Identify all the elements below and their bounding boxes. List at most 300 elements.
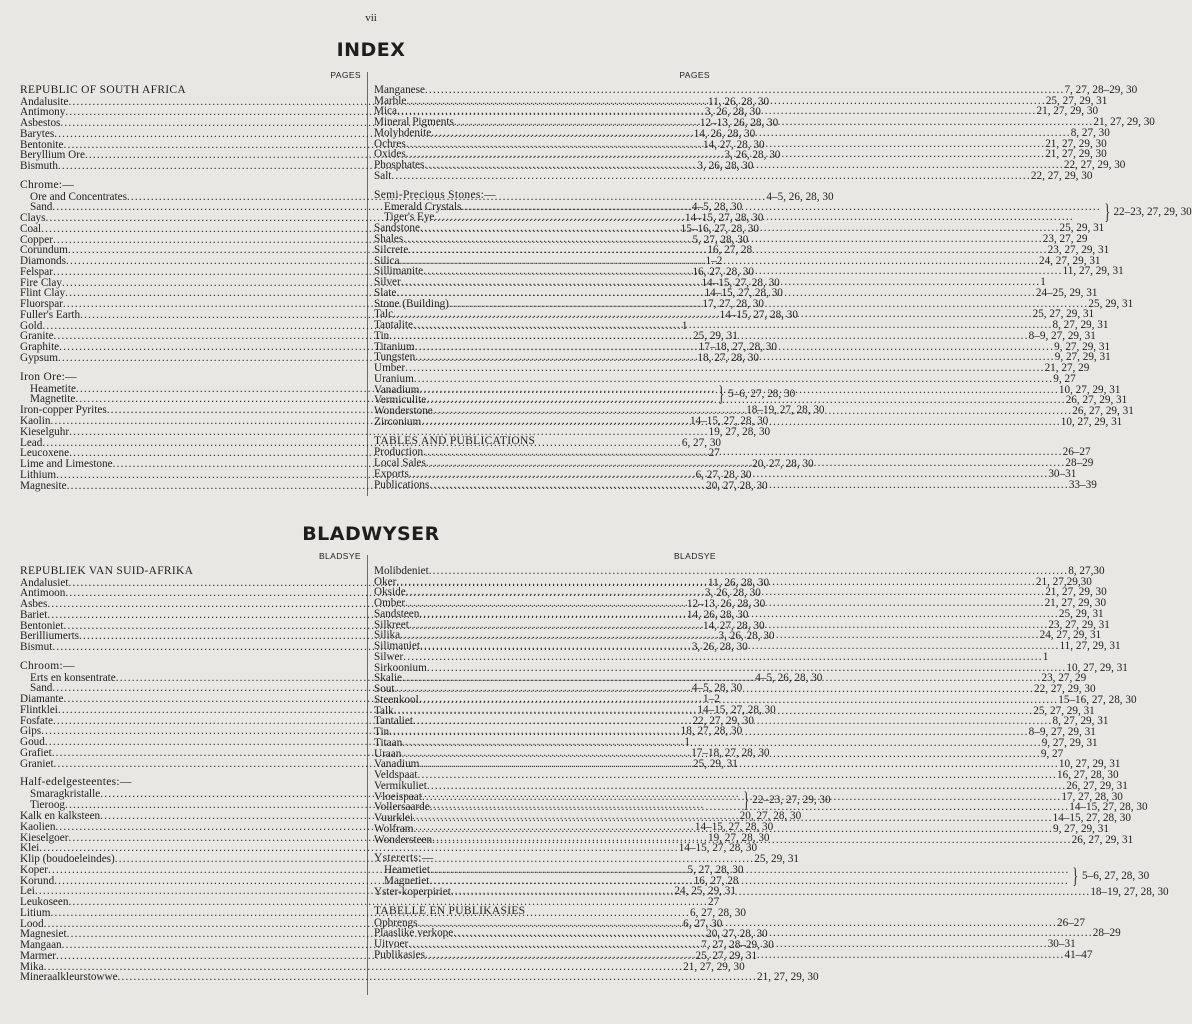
entry-name: Antimoon	[20, 587, 66, 600]
entry-pages: 5, 27, 28, 30	[687, 863, 744, 876]
entry-pages: 26, 27, 29, 31	[1065, 394, 1128, 407]
entry-pages: 8–9, 27, 29, 31	[1028, 329, 1096, 342]
entry-name: Andalusiet	[20, 576, 69, 589]
dot-leader	[409, 469, 1049, 480]
entry-name: Zirconium	[374, 415, 422, 428]
entry-pages: 16, 27, 28	[707, 244, 753, 257]
index-entry	[374, 779, 1128, 792]
dot-leader	[403, 652, 1043, 663]
entry-pages: 14–15, 27, 28, 30	[697, 703, 776, 716]
dot-leader	[425, 85, 1065, 96]
entry-name: Vanadium	[374, 383, 420, 396]
entry-pages: 26, 27, 29, 31	[1066, 779, 1128, 792]
entry-name: Omber	[374, 597, 406, 609]
entry-pages: 20, 27, 28, 30	[706, 479, 768, 492]
brace-icon: }	[718, 381, 725, 407]
entry-name: Uranium	[374, 372, 414, 385]
entry-pages: 6, 27, 30	[681, 436, 722, 449]
entry-name: Leucoxene	[20, 447, 70, 460]
entry-name: Kieselguhr	[20, 425, 70, 438]
entry-pages: 14–15, 27, 28, 30	[678, 842, 758, 855]
entry-name: Talc	[374, 308, 394, 321]
index-right-pages-label: PAGES	[679, 70, 710, 80]
entry-pages: 18, 27, 28, 30	[680, 725, 743, 738]
entry-pages: 19, 27, 28, 30	[707, 831, 770, 844]
entry-name: Goud	[20, 736, 45, 748]
entry-name: Bismuth	[20, 160, 58, 172]
dot-leader	[429, 566, 1069, 577]
entry-name: Silika	[374, 629, 401, 642]
entry-name: Lei	[20, 885, 35, 898]
entry-pages: 6, 27, 28, 30	[695, 468, 752, 481]
group-heading: Ystererts:—	[374, 852, 434, 865]
entry-name: Fosfate	[20, 714, 53, 727]
entry-name: Vollersaarde	[374, 801, 430, 814]
entry-pages: 30–31	[1048, 467, 1077, 480]
dot-leader	[429, 480, 1069, 491]
entry-pages: 14, 26, 28, 30	[693, 127, 756, 140]
entry-pages: 12–13, 26, 28, 30	[699, 117, 779, 129]
entry-name: Sand	[30, 201, 53, 214]
dot-leader	[425, 950, 1065, 961]
entry-pages: 26–27	[1057, 916, 1085, 929]
entry-pages: 25, 29, 31	[693, 330, 738, 343]
entry-pages: 21, 27, 29, 30	[1036, 105, 1099, 118]
entry-name: Felspar	[20, 265, 53, 278]
entry-pages: 22–23, 27, 29, 30	[1113, 205, 1192, 218]
entry-name: Molibdeniet	[374, 564, 429, 577]
index-left-pages-label: PAGES	[330, 70, 361, 80]
entry-name: Kaolin	[20, 415, 51, 427]
entry-pages: 8, 27,30	[1068, 564, 1105, 577]
entry-pages: 25, 27, 29, 31	[1045, 94, 1108, 107]
entry-pages: 3, 26, 28, 30	[691, 641, 748, 653]
entry-name: Wondersteen	[374, 833, 433, 846]
entry-name: Sandstone	[374, 222, 420, 235]
entry-name: Magnesite	[20, 479, 67, 492]
entry-name: Okside	[374, 586, 406, 599]
entry-pages: 26, 27, 29, 31	[1072, 405, 1134, 417]
entry-pages: 1–2	[703, 693, 720, 705]
entry-name: Marble	[374, 94, 407, 107]
entry-name: Berilliumerts	[20, 630, 80, 643]
entry-name: Vermikuliet	[374, 779, 427, 792]
entry-pages: 20, 27, 28, 30	[706, 928, 768, 941]
entry-pages: 11, 26, 28, 30	[707, 95, 770, 108]
group-heading: Semi-Precious Stones:—	[374, 188, 496, 201]
entry-name: Magnetiet	[384, 875, 430, 887]
entry-name: Opbrengs	[374, 916, 418, 929]
entry-pages: 25, 27, 29, 31	[1033, 704, 1095, 717]
entry-pages: 14–15, 27, 28, 30	[701, 276, 780, 289]
entry-name: Local Sales	[374, 457, 426, 469]
entry-pages: 21, 27, 29, 30	[1044, 597, 1107, 609]
entry-pages: 21, 27, 29	[1044, 362, 1090, 374]
entry-pages: 14–15, 27, 28, 30	[694, 820, 774, 833]
entry-name: Bismut	[20, 641, 53, 653]
index-entry	[374, 83, 1138, 96]
entry-pages: 8, 27, 29, 31	[1052, 715, 1109, 728]
entry-pages: 25, 27, 29, 31	[1032, 308, 1095, 321]
bracketed-names	[374, 202, 1101, 224]
entry-name: Barytes	[20, 127, 55, 140]
entry-name: Silkreet	[374, 618, 409, 631]
entry-pages: 18–19, 27, 28, 30	[746, 404, 825, 417]
dot-leader	[118, 972, 758, 983]
dot-leader	[432, 831, 1072, 846]
entry-name: Stone (Building)	[374, 297, 449, 310]
entry-pages: 4–5, 28, 30	[691, 201, 743, 214]
entry-name: Shales	[374, 233, 404, 245]
entry-pages: 17–18, 27, 28, 30	[698, 341, 777, 353]
group-heading: Iron Ore:—	[20, 370, 77, 383]
dot-leader	[414, 374, 1054, 385]
entry-pages: 24, 27, 29, 31	[1039, 629, 1102, 642]
entry-pages: 20, 27, 28, 30	[752, 458, 814, 470]
entry-pages: 19, 27, 28, 30	[708, 425, 771, 438]
entry-name: Titaan	[374, 736, 403, 749]
entry-name: Clays	[20, 212, 46, 224]
entry-name: Fuller's Earth	[20, 308, 81, 321]
dot-leader	[391, 171, 1031, 182]
entry-name: Veldspaat	[374, 769, 418, 781]
entry-name: Litium	[20, 906, 51, 919]
entry-name: Leukoseen	[20, 896, 69, 908]
index-entry	[20, 425, 771, 438]
entry-pages: 28–29	[1092, 927, 1121, 940]
entry-pages: 28–29	[1065, 457, 1094, 469]
entry-pages: 6, 27, 30	[683, 917, 723, 930]
index-entry	[20, 971, 819, 984]
dot-leader	[396, 288, 1036, 299]
entry-pages: 18, 27, 28, 30	[697, 351, 759, 364]
entry-name: Phosphates	[374, 159, 425, 171]
entry-name: Silimaniet	[374, 640, 420, 652]
dot-leader	[408, 245, 1048, 256]
index-entry	[374, 372, 1076, 385]
entry-name: Vuurklei	[374, 812, 414, 824]
entry-name: Koper	[20, 863, 48, 876]
entry-pages: 9, 27, 29, 31	[1052, 822, 1109, 835]
entry-pages: 5–6, 27, 28, 30	[728, 387, 796, 400]
entry-name: Mineral Pigments	[374, 116, 454, 128]
entry-pages: 25, 29, 31	[754, 853, 800, 865]
entry-pages: 17–18, 27, 28, 30	[691, 746, 770, 759]
entry-pages: 26–27	[1062, 446, 1091, 459]
entry-pages: 24–25, 29, 31	[1035, 286, 1098, 299]
entry-pages: 4–5, 28, 30	[691, 682, 743, 695]
entry-pages: 25, 27, 29, 31	[695, 949, 758, 962]
entry-name: Lood	[20, 917, 44, 930]
entry-name: Kalk en kalksteen	[20, 810, 101, 822]
entry-name: Heametite	[30, 382, 76, 395]
index-entry	[374, 564, 1105, 577]
dot-leader	[431, 128, 1071, 139]
index-entry	[374, 169, 1093, 182]
entry-name: Yster-koperpiriet	[374, 886, 451, 898]
index-title: INDEX	[336, 39, 406, 61]
entry-name: Mika	[20, 960, 44, 973]
entry-name: Tantalite	[374, 319, 413, 331]
entry-name: Antimony	[20, 106, 66, 119]
entry-pages: 9, 27, 29, 31	[1054, 351, 1111, 364]
entry-name: Gold	[20, 319, 43, 332]
entry-name: Tin	[374, 726, 390, 738]
entry-pages: 14–15, 27, 28, 30	[684, 212, 764, 224]
entry-name: Molybdenite	[374, 126, 432, 139]
entry-name: Flint Clay	[20, 287, 66, 300]
entry-name: Grafiet	[20, 746, 52, 759]
entry-name: Mineraalkleurstowwe	[20, 971, 118, 984]
entry-name: Exports	[374, 467, 409, 480]
entry-name: Steenkool	[374, 693, 419, 706]
group-heading: Chroom:—	[20, 659, 75, 672]
entry-pages: 3, 26, 28, 30	[718, 630, 775, 643]
entry-pages: 23, 27, 29	[1041, 672, 1087, 685]
bracketed-names	[374, 865, 1069, 887]
entry-name: Fluorspar	[20, 298, 63, 310]
entry-pages: 21, 27, 29, 30	[1093, 116, 1155, 128]
entry-name: Marmer	[20, 949, 57, 962]
entry-pages: 25, 29, 31	[1059, 222, 1105, 235]
dot-leader	[402, 738, 1042, 749]
entry-pages: 21, 27, 29, 30	[683, 960, 745, 973]
entry-pages: 14–15, 27, 28, 30	[1069, 801, 1148, 814]
entry-pages: 4–5, 26, 28, 30	[755, 671, 823, 684]
entry-pages: 14, 27, 28, 30	[703, 619, 765, 632]
entry-name: Flintklei	[20, 703, 58, 716]
section-heading: TABELLE EN PUBLIKASIES	[374, 904, 526, 917]
dot-leader	[389, 331, 1029, 342]
entry-name: Fire Clay	[20, 276, 62, 289]
entry-pages: 11, 27, 29, 31	[1059, 640, 1121, 652]
entry-pages: 21, 27, 29, 30	[1045, 586, 1107, 599]
entry-name: Silver	[374, 276, 401, 288]
entry-pages: 22, 27, 29, 30	[1030, 169, 1093, 182]
entry-name: Oxides	[374, 148, 406, 161]
entry-name: Uraan	[374, 747, 402, 760]
entry-name: Sandsteen	[374, 607, 420, 620]
entry-pages: 8–9, 27, 29, 31	[1028, 726, 1096, 738]
entry-pages: 7, 27, 28–29, 30	[701, 939, 774, 951]
entry-name: Graniet	[20, 757, 54, 770]
entry-name: Tungsten	[374, 351, 416, 364]
dot-leader	[421, 417, 1061, 428]
entry-name: Sand	[30, 682, 53, 695]
brace-icon: }	[1072, 863, 1079, 888]
brace-icon: }	[1104, 199, 1111, 225]
entry-name: Granite	[20, 330, 54, 343]
entry-pages: 30–31	[1047, 938, 1076, 950]
entry-name: Lithium	[20, 468, 57, 481]
entry-name: Korund	[20, 874, 55, 887]
entry-pages: 25, 29, 31	[1058, 607, 1104, 620]
entry-name: Vloeispaat	[374, 790, 422, 803]
entry-pages: 3, 26, 28, 30	[724, 149, 781, 162]
entry-name: Vanadium	[374, 758, 420, 771]
entry-pages: 14–15, 27, 28, 30	[1052, 812, 1131, 824]
entry-name: Lead	[20, 436, 43, 449]
entry-pages: 3, 26, 28, 30	[704, 587, 761, 600]
entry-name: Sillimanite	[374, 265, 424, 278]
entry-name: Silcrete	[374, 243, 409, 256]
entry-name: Kaolien	[20, 820, 56, 833]
entry-pages: 41–47	[1064, 948, 1093, 961]
group-heading: Chrome:—	[20, 178, 75, 191]
entry-pages: 1	[684, 736, 690, 748]
entry-name: Bentonite	[20, 138, 64, 151]
entry-pages: 18–19, 27, 28, 30	[1090, 886, 1169, 898]
entry-name: Graphite	[20, 341, 60, 353]
entry-name: Titanium	[374, 340, 415, 353]
entry-pages: 23, 27, 29, 31	[1047, 243, 1110, 256]
entry-pages: 25, 29, 31	[1088, 297, 1134, 310]
entry-pages: 14–15, 27, 28, 30	[689, 415, 769, 427]
page-number: vii	[365, 12, 377, 24]
entry-pages: 11, 27, 29, 31	[1062, 265, 1124, 278]
entry-name: Tiger's Eye	[384, 211, 435, 224]
entry-name: Mica	[374, 105, 397, 118]
entry-name: Silwer	[374, 650, 404, 663]
entry-name: Oker	[374, 575, 397, 588]
entry-pages: 24, 25, 29, 31	[674, 885, 736, 898]
entry-pages: 16, 27, 28, 30	[692, 265, 754, 278]
entry-pages: 14, 26, 28, 30	[686, 608, 749, 621]
entry-name: Vermiculite	[374, 394, 427, 407]
entry-name: Magnetite	[30, 393, 76, 406]
entry-name: Asbestos	[20, 117, 61, 129]
entry-pages: 21, 27,29,30	[1035, 575, 1092, 588]
entry-pages: 3, 26, 28, 30	[704, 106, 761, 119]
entry-name: Magnesiet	[20, 928, 67, 941]
entry-pages: 9, 27	[1053, 372, 1076, 385]
entry-pages: 8, 27, 30	[1070, 126, 1110, 139]
bladwyser-title: BLADWYSER	[302, 523, 440, 545]
dot-leader	[427, 781, 1067, 792]
entry-pages: 20, 27, 28, 30	[739, 810, 802, 822]
entry-pages: 8, 27, 29, 31	[1052, 319, 1109, 331]
entry-pages: 9, 27	[1040, 747, 1064, 760]
entry-pages: 23, 27, 29	[1042, 233, 1088, 245]
group-heading: Half-edelgesteentes:—	[20, 776, 132, 789]
entry-pages: 21, 27, 29, 30	[757, 971, 819, 984]
entry-pages: 1–2	[705, 255, 723, 267]
entry-pages: 7, 27, 28–29, 30	[1064, 83, 1138, 96]
entry-name: Skalie	[374, 672, 402, 685]
entry-pages: 15–16, 27, 28, 30	[680, 222, 759, 235]
entry-name: Sout	[374, 683, 395, 695]
entry-pages: 22, 27, 29, 30	[692, 714, 754, 727]
entry-name: Iron-copper Pyrites	[20, 404, 107, 417]
entry-pages: 23, 27, 29, 31	[1048, 618, 1110, 631]
entry-pages: 14–15, 27, 28, 30	[704, 287, 783, 300]
entry-name: Manganese	[374, 83, 425, 96]
entry-pages: 3, 26, 28, 30	[697, 160, 754, 172]
entry-name: Klei	[20, 842, 40, 855]
entry-name: Coal	[20, 222, 42, 235]
index-entry	[374, 886, 1169, 898]
entry-pages: 9, 27, 29, 31	[1054, 340, 1111, 353]
dot-leader	[419, 609, 1059, 620]
entry-name: Mangaan	[20, 939, 62, 951]
entry-pages: 11, 26, 28, 30	[707, 576, 770, 589]
index-entry	[374, 650, 1049, 663]
dot-leader	[413, 820, 1053, 835]
entry-name: Bentoniet	[20, 619, 64, 632]
entry-name: Erts en konsentrate	[30, 671, 116, 684]
entry-pages: 17, 27, 28, 30	[702, 298, 764, 310]
entry-pages: 1	[681, 319, 688, 332]
entry-pages: 10, 27, 29, 31	[1058, 383, 1121, 396]
entry-pages: 22–23, 27, 29, 30	[752, 793, 831, 806]
entry-name: Lime and Limestone	[20, 458, 113, 470]
entry-name: Plaaslike verkope	[374, 927, 454, 940]
entry-name: Gips	[20, 725, 42, 738]
entry-name: Corundum	[20, 244, 68, 257]
entry-pages: 33–39	[1068, 478, 1097, 491]
bladwyser-left-pages-label: BLADSYE	[318, 551, 361, 561]
entry-pages: 10, 27, 29, 31	[1066, 661, 1128, 674]
entry-pages: 17, 27, 28, 30	[1061, 790, 1123, 803]
entry-name: Sirkoonium	[374, 661, 427, 674]
dot-leader	[419, 695, 1059, 706]
entry-pages: 14–15, 27, 28, 30	[719, 308, 798, 321]
entry-pages: 15–16, 27, 28, 30	[1058, 693, 1137, 706]
index-entry	[374, 736, 1098, 749]
index-entry	[374, 693, 1137, 706]
entry-pages: 12–13, 26, 28, 30	[686, 598, 766, 610]
entry-name: Tantaliet	[374, 715, 413, 728]
entry-name: Beryllium Ore	[20, 149, 85, 162]
entry-name: Kieselgoer	[20, 831, 69, 844]
entry-name: Andalusite	[20, 95, 69, 108]
entry-name: Publikasies	[374, 948, 425, 961]
entry-pages: 21, 27, 29, 30	[1045, 137, 1107, 150]
entry-pages: 9, 27, 29, 31	[1041, 736, 1098, 749]
entry-name: Bariet	[20, 608, 48, 621]
entry-pages: 27	[707, 896, 720, 908]
entry-name: Salt	[374, 169, 392, 182]
entry-pages: 21, 27, 29, 30	[1045, 148, 1107, 161]
section-heading: REPUBLIEK VAN SUID-AFRIKA	[20, 564, 194, 577]
bladwyser-right-pages-label: BLADSYE	[673, 551, 716, 561]
entry-name: Klip (boudoeleindes)	[20, 853, 115, 865]
entry-name: Production	[374, 446, 424, 459]
entry-pages: 6, 27, 28, 30	[689, 906, 746, 919]
entry-name: Talk	[374, 704, 394, 717]
entry-name: Emerald Crystals	[384, 200, 462, 213]
entry-name: Heametiet	[384, 864, 430, 877]
entry-pages: 10, 27, 29, 31	[1060, 415, 1123, 428]
entry-pages: 22, 27, 29, 30	[1063, 159, 1126, 171]
entry-name: Wonderstone	[374, 405, 433, 417]
entry-name: Gypsum	[20, 351, 58, 364]
entry-pages: 22, 27, 29, 30	[1034, 683, 1096, 695]
entry-name: Smaragkristalle	[30, 788, 101, 801]
entry-pages: 27	[708, 447, 720, 460]
entry-name: Slate	[374, 286, 397, 299]
entry-pages: 16, 27, 28, 30	[1057, 769, 1119, 781]
entry-pages: 16, 27, 28	[693, 874, 739, 887]
dot-leader	[451, 887, 1091, 898]
entry-name: Ore and Concentrates	[30, 190, 127, 203]
entry-name: Diamante	[20, 693, 64, 705]
entry-name: Ochres	[374, 137, 406, 150]
entry-pages: 1	[1040, 276, 1046, 288]
brace-icon: }	[743, 787, 749, 812]
entry-pages: 5, 27, 28, 30	[692, 233, 749, 246]
entry-name: Silica	[374, 254, 400, 267]
